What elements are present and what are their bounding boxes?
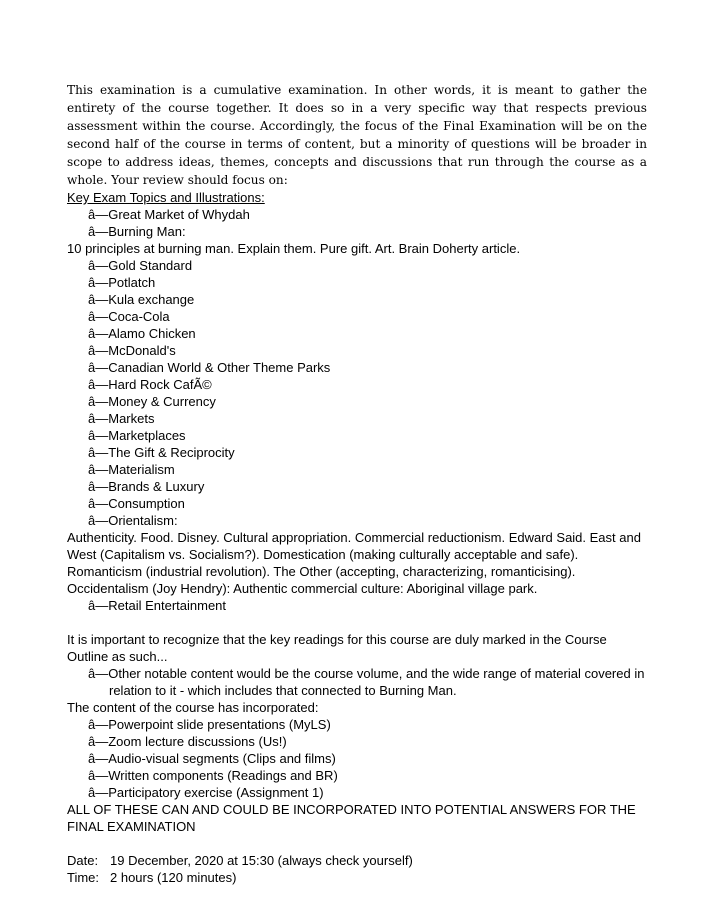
date-value: 19 December, 2020 at 15:30 (always check yourself) <box>110 853 413 868</box>
bullet-marker: â— <box>88 598 109 613</box>
bullet-marker: â— <box>88 394 109 409</box>
bullet-marker: â— <box>88 292 109 307</box>
bullet-marker: â— <box>88 513 109 528</box>
topic-label: Consumption <box>108 496 185 511</box>
bullet-marker: â— <box>88 411 109 426</box>
topic-item <box>67 342 647 359</box>
incorporated-item <box>67 784 647 801</box>
topic-item <box>67 461 647 478</box>
incorporated-label: Zoom lecture discussions (Us!) <box>108 734 287 749</box>
topic-label: Retail Entertainment <box>108 598 227 613</box>
topic-item <box>67 257 647 274</box>
incorporated-item <box>67 750 647 767</box>
time-value: 2 hours (120 minutes) <box>110 870 237 885</box>
topic-label: McDonald's <box>108 343 176 358</box>
bullet-marker: â— <box>88 717 109 732</box>
bullet-marker: â— <box>88 479 109 494</box>
bullet-marker: â— <box>88 275 109 290</box>
bullet-marker: â— <box>88 666 109 681</box>
topic-item <box>67 206 647 223</box>
topic-item <box>67 427 647 444</box>
topic-label: Money & Currency <box>108 394 216 409</box>
topic-label: Hard Rock CafÃ© <box>108 377 212 392</box>
bullet-marker: â— <box>88 224 109 239</box>
incorporated-item <box>67 733 647 750</box>
topic-label: Materialism <box>108 462 175 477</box>
topic-item <box>67 444 647 461</box>
readings-note: It is important to recognize that the key readings for this course are duly marked in the Course Outline as such... <box>67 632 607 664</box>
bullet-marker: â— <box>88 360 109 375</box>
bullet-marker: â— <box>88 343 109 358</box>
bullet-marker: â— <box>88 428 109 443</box>
topics-heading: Key Exam Topics and Illustrations: <box>67 190 265 205</box>
topic-item <box>67 376 647 393</box>
topic-item <box>67 478 647 495</box>
bullet-marker: â— <box>88 751 109 766</box>
topic-item <box>67 597 647 614</box>
bullet-marker: â— <box>88 445 109 460</box>
topic-item <box>67 393 647 410</box>
topic-item <box>67 410 647 427</box>
topic-label: Brands & Luxury <box>108 479 205 494</box>
topic-label: Kula exchange <box>108 292 195 307</box>
incorporated-label: Participatory exercise (Assignment 1) <box>108 785 324 800</box>
bullet-marker: â— <box>88 734 109 749</box>
topic-item <box>67 291 647 308</box>
document-body <box>67 189 647 886</box>
topic-label: Burning Man: <box>108 224 186 239</box>
burning-man-note: 10 principles at burning man. Explain them. Pure gift. Art. Brain Doherty article. <box>67 241 521 256</box>
topic-item <box>67 495 647 512</box>
spacer <box>67 835 647 852</box>
topic-item <box>67 274 647 291</box>
bullet-marker: â— <box>88 377 109 392</box>
bullet-marker: â— <box>88 326 109 341</box>
incorporated-intro: The content of the course has incorporated: <box>67 700 319 715</box>
exam-date <box>67 852 647 869</box>
document-page <box>67 81 647 886</box>
topic-label: Canadian World & Other Theme Parks <box>108 360 331 375</box>
topic-label: Potlatch <box>108 275 156 290</box>
spacer <box>67 614 647 631</box>
topic-item <box>67 308 647 325</box>
bullet-marker: â— <box>88 207 109 222</box>
topic-item <box>67 359 647 376</box>
incorporated-label: Audio-visual segments (Clips and films) <box>108 751 336 766</box>
orientalism-note: Authenticity. Food. Disney. Cultural appropriation. Commercial reductionism. Edward Said. East and West (Capitalism vs. Socialism?). Domestication (making culturally acceptable and safe). Romanticism (industrial revolution). The Other (accepting, characterizing, romanticising). Occidentalism (Joy Hendry): Authentic commercial culture: Aboriginal village park. <box>67 530 641 596</box>
date-label: Date: <box>67 853 99 868</box>
bullet-marker: â— <box>88 768 109 783</box>
exam-time <box>67 869 647 886</box>
incorporated-label: Powerpoint slide presentations (MyLS) <box>108 717 331 732</box>
bullet-marker: â— <box>88 785 109 800</box>
topic-label: The Gift & Reciprocity <box>108 445 235 460</box>
incorporated-item <box>67 767 647 784</box>
intro-paragraph: This examination is a cumulative examination. In other words, it is meant to gather the entirety of the course together. It does so in a very specific way that respects previous assessment within the course. Accordingly, the focus of the Final Examination will be on the second half of the course in terms of content, but a minority of questions will be broader in scope to address ideas, themes, concepts and discussions that run through the course as a whole. Your review should focus on: <box>67 83 647 187</box>
incorporated-item <box>67 716 647 733</box>
incorporated-label: Written components (Readings and BR) <box>108 768 338 783</box>
topic-item <box>67 223 647 240</box>
topic-label: Markets <box>108 411 155 426</box>
topic-label: Orientalism: <box>108 513 178 528</box>
bullet-marker: â— <box>88 309 109 324</box>
topic-label: Great Market of Whydah <box>108 207 250 222</box>
notable-content-label: Other notable content would be the course volume, and the wide range of material covered in relation to it - which includes that connected to Burning Man. <box>108 666 645 698</box>
bullet-marker: â— <box>88 462 109 477</box>
topic-label: Coca-Cola <box>108 309 170 324</box>
topic-label: Gold Standard <box>108 258 193 273</box>
topic-item <box>67 512 647 529</box>
bullet-marker: â— <box>88 258 109 273</box>
topic-label: Marketplaces <box>108 428 186 443</box>
notable-content-item <box>67 665 647 699</box>
bullet-marker: â— <box>88 496 109 511</box>
time-label: Time: <box>67 870 100 885</box>
topic-label: Alamo Chicken <box>108 326 196 341</box>
topic-item <box>67 325 647 342</box>
caps-note: ALL OF THESE CAN AND COULD BE INCORPORATED INTO POTENTIAL ANSWERS FOR THE FINAL EXAMINATION <box>67 802 636 834</box>
